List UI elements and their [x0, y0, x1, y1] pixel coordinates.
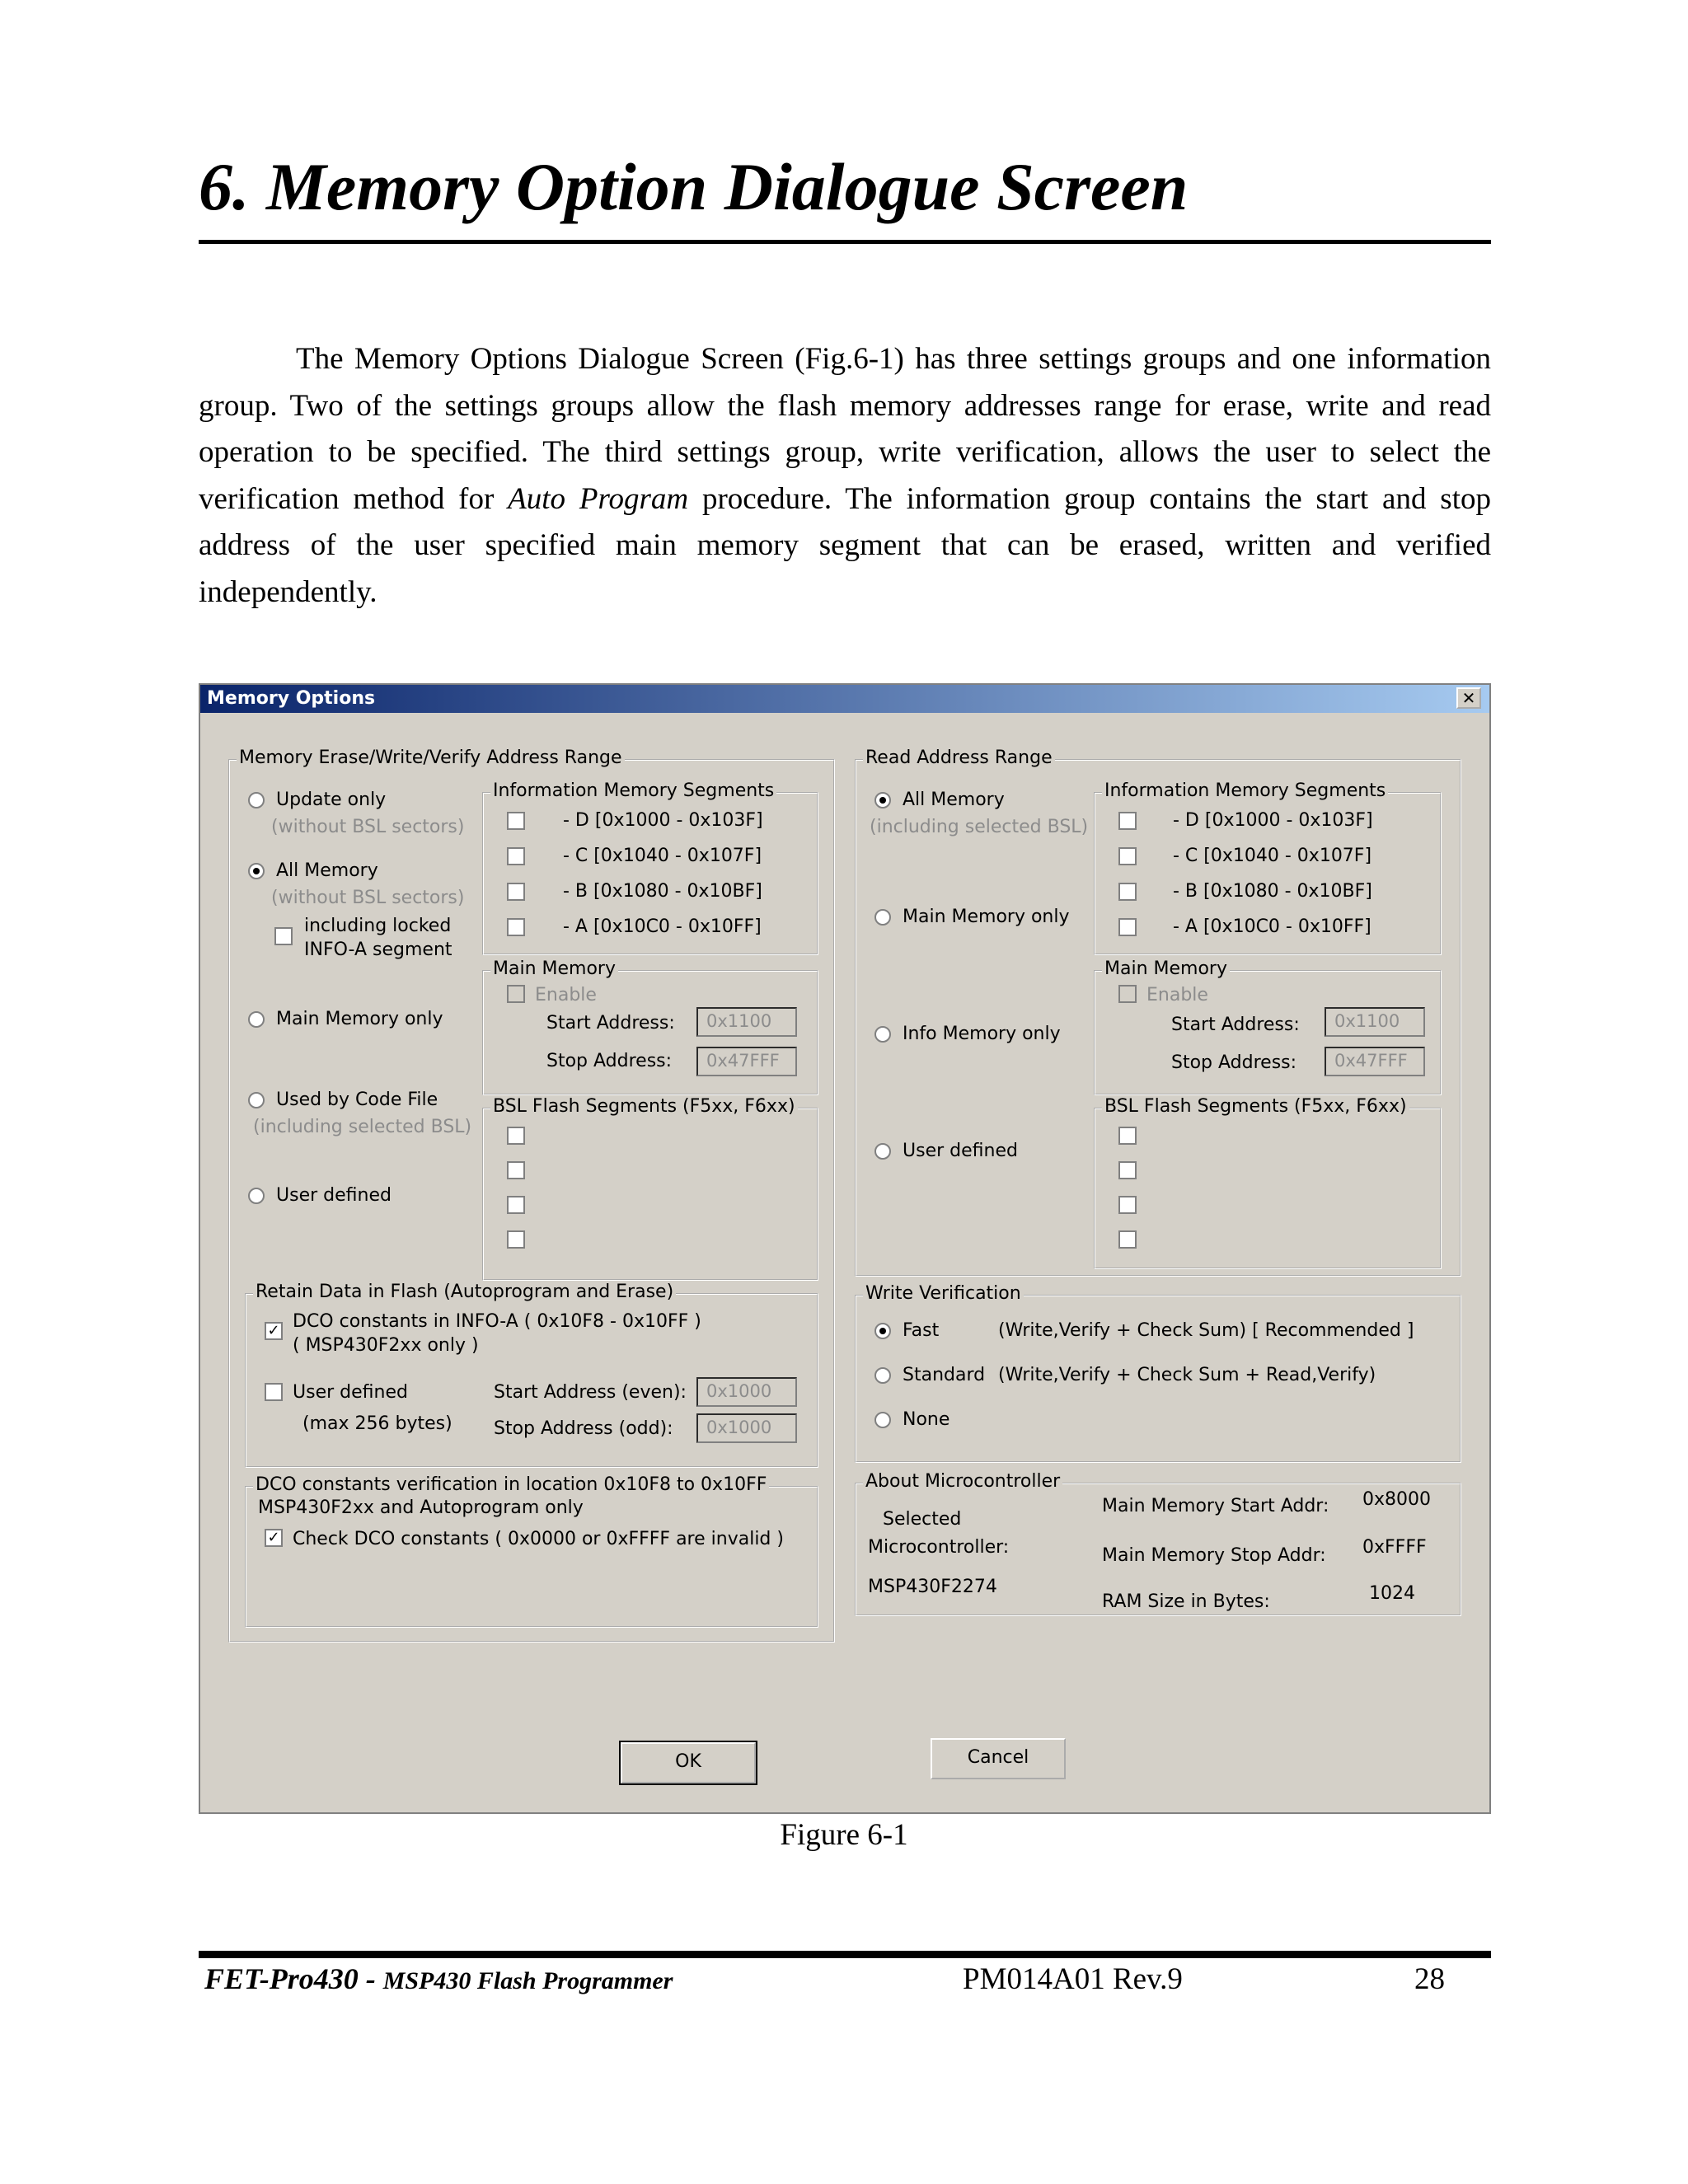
- erase-segment-a-checkbox[interactable]: [507, 918, 525, 936]
- radio-update-only[interactable]: [248, 792, 265, 808]
- desc-verify-standard: (Write,Verify + Check Sum + Read,Verify): [998, 1365, 1376, 1385]
- read-bsl-checkbox[interactable]: [1118, 1230, 1137, 1249]
- read-segment-b-label: - B [0x1080 - 0x10BF]: [1173, 881, 1372, 902]
- erase-segment-a-label: - A [0x10C0 - 0x10FF]: [563, 916, 762, 937]
- read-main-stop-label: Stop Address:: [1171, 1052, 1297, 1073]
- read-main-memory-group: Main Memory: [1094, 970, 1442, 1095]
- label-read-user-defined: User defined: [903, 1141, 1018, 1161]
- read-main-enable-checkbox[interactable]: [1118, 985, 1137, 1003]
- footer-subtitle: MSP430 Flash Programmer: [382, 1967, 673, 1994]
- dco-legend-line2: MSP430F2xx and Autoprogram only: [258, 1497, 584, 1518]
- footer-product: FET-Pro430 - MSP430 Flash Programmer: [204, 1962, 673, 1995]
- about-device-name: MSP430F2274: [868, 1577, 997, 1597]
- label-all-memory: All Memory: [276, 860, 378, 881]
- read-info-segments-group: Information Memory Segments: [1094, 792, 1442, 955]
- erase-bsl-segments-group: BSL Flash Segments (F5xx, F6xx): [482, 1108, 818, 1281]
- erase-segment-c-checkbox[interactable]: [507, 847, 525, 865]
- label-main-memory-only: Main Memory only: [276, 1009, 443, 1029]
- radio-verify-none[interactable]: [874, 1412, 891, 1428]
- memory-options-dialog: [199, 683, 1491, 1814]
- radio-verify-fast[interactable]: [874, 1323, 891, 1339]
- read-main-stop-field[interactable]: 0x47FFF: [1325, 1047, 1425, 1076]
- erase-info-segments-group: Information Memory Segments: [482, 792, 818, 955]
- read-segment-d-checkbox[interactable]: [1118, 812, 1137, 830]
- erase-main-enable-checkbox[interactable]: [507, 985, 525, 1003]
- label-locked-line2: INFO-A segment: [304, 940, 452, 960]
- check-dco-constants-label: Check DCO constants ( 0x0000 or 0xFFFF are invalid ): [293, 1529, 784, 1549]
- label-read-all-memory: All Memory: [903, 790, 1005, 810]
- read-segment-c-checkbox[interactable]: [1118, 847, 1137, 865]
- read-segment-a-checkbox[interactable]: [1118, 918, 1137, 936]
- read-bsl-checkbox[interactable]: [1118, 1196, 1137, 1214]
- read-main-enable-label: Enable: [1146, 985, 1208, 1005]
- retain-user-defined-checkbox[interactable]: [265, 1383, 283, 1401]
- read-bsl-segments-group: BSL Flash Segments (F5xx, F6xx): [1094, 1108, 1442, 1269]
- label-read-main-memory-only: Main Memory only: [903, 907, 1070, 927]
- label-read-info-memory-only: Info Memory only: [903, 1024, 1061, 1044]
- radio-all-memory[interactable]: [248, 863, 265, 879]
- about-microcontroller-group: About Microcontroller: [855, 1483, 1461, 1616]
- dco-verification-group: DCO constants verification in location 0x10F8 to 0x10FF: [245, 1486, 818, 1628]
- radio-read-main-memory-only[interactable]: [874, 909, 891, 926]
- read-segment-a-label: - A [0x10C0 - 0x10FF]: [1173, 916, 1372, 937]
- cancel-button[interactable]: Cancel: [931, 1738, 1066, 1779]
- erase-segment-d-label: - D [0x1000 - 0x103F]: [563, 810, 763, 831]
- erase-main-start-field[interactable]: 0x1100: [696, 1007, 797, 1037]
- retain-dco-line1: DCO constants in INFO-A ( 0x10F8 - 0x10FF ): [293, 1311, 701, 1332]
- read-address-range-group: Read Address Range: [855, 759, 1461, 1277]
- read-bsl-checkbox[interactable]: [1118, 1161, 1137, 1179]
- radio-read-all-memory[interactable]: [874, 792, 891, 808]
- note-used-by-code-file: (including selected BSL): [253, 1117, 472, 1137]
- footer-rule: [199, 1951, 1491, 1958]
- dialog-titlebar: [200, 685, 1489, 713]
- erase-segment-b-label: - B [0x1080 - 0x10BF]: [563, 881, 762, 902]
- erase-segment-b-checkbox[interactable]: [507, 883, 525, 901]
- note-all-memory: (without BSL sectors): [271, 888, 465, 908]
- intro-paragraph: The Memory Options Dialogue Screen (Fig.6-1) has three settings groups and one information group. Two of the settings groups allow the flash memory addresses range for erase, write and read operation to be specified. The third settings group, write verification, allows the user to select the verification method for Auto Program procedure. The information group contains the start and stop address of the user specified main memory segment that can be erased, written and verified independently.: [199, 342, 1491, 609]
- retain-dco-checkbox[interactable]: ✓: [265, 1322, 283, 1340]
- retain-max-bytes: (max 256 bytes): [302, 1413, 452, 1434]
- radio-verify-standard[interactable]: [874, 1367, 891, 1384]
- about-main-stop-value: 0xFFFF: [1362, 1537, 1427, 1558]
- ok-button[interactable]: OK: [621, 1742, 756, 1783]
- heading-rule: [199, 240, 1491, 244]
- read-main-start-label: Start Address:: [1171, 1015, 1300, 1035]
- erase-bsl-checkbox[interactable]: [507, 1230, 525, 1249]
- radio-read-info-memory-only[interactable]: [874, 1026, 891, 1043]
- retain-stop-field[interactable]: 0x1000: [696, 1413, 797, 1443]
- label-used-by-code-file: Used by Code File: [276, 1090, 438, 1110]
- erase-main-start-label: Start Address:: [546, 1013, 675, 1033]
- retain-start-field[interactable]: 0x1000: [696, 1377, 797, 1407]
- about-main-start-label: Main Memory Start Addr:: [1102, 1496, 1329, 1516]
- label-verify-none: None: [903, 1409, 950, 1430]
- checkbox-include-locked-info-a[interactable]: [274, 927, 293, 945]
- check-dco-constants-checkbox[interactable]: ✓: [265, 1529, 283, 1547]
- read-segment-c-label: - C [0x1040 - 0x107F]: [1173, 846, 1372, 866]
- note-update-only: (without BSL sectors): [271, 817, 465, 837]
- close-icon[interactable]: ✕: [1456, 687, 1481, 709]
- erase-bsl-checkbox[interactable]: [507, 1196, 525, 1214]
- page-number: 28: [1414, 1962, 1445, 1996]
- figure-caption: Figure 6-1: [780, 1818, 908, 1852]
- retain-start-label: Start Address (even):: [494, 1382, 687, 1403]
- retain-user-defined-label: User defined: [293, 1382, 408, 1403]
- note-read-all-memory: (including selected BSL): [870, 817, 1089, 837]
- about-microcontroller-label: Microcontroller:: [868, 1537, 1010, 1558]
- about-selected-label: Selected: [883, 1509, 962, 1530]
- retain-data-group: Retain Data in Flash (Autoprogram and Erase): [245, 1293, 818, 1468]
- about-main-start-value: 0x8000: [1362, 1489, 1432, 1510]
- read-segment-b-checkbox[interactable]: [1118, 883, 1137, 901]
- desc-verify-fast: (Write,Verify + Check Sum) [ Recommended ]: [998, 1320, 1414, 1341]
- erase-segment-c-label: - C [0x1040 - 0x107F]: [563, 846, 762, 866]
- erase-main-stop-field[interactable]: 0x47FFF: [696, 1047, 797, 1076]
- about-ram-value: 1024: [1369, 1583, 1415, 1604]
- label-verify-standard: Standard: [903, 1365, 986, 1385]
- label-verify-fast: Fast: [903, 1320, 940, 1341]
- label-update-only: Update only: [276, 790, 387, 810]
- radio-used-by-code-file[interactable]: [248, 1092, 265, 1108]
- label-locked-line1: including locked: [304, 916, 452, 936]
- dialog-title: Memory Options: [207, 688, 376, 709]
- radio-main-memory-only[interactable]: [248, 1011, 265, 1028]
- erase-bsl-checkbox[interactable]: [507, 1127, 525, 1145]
- read-main-start-field[interactable]: 0x1100: [1325, 1007, 1425, 1037]
- read-segment-d-label: - D [0x1000 - 0x103F]: [1173, 810, 1373, 831]
- write-verification-group: Write Verification: [855, 1295, 1461, 1463]
- erase-main-memory-group: Main Memory: [482, 970, 818, 1095]
- page-heading: 6. Memory Option Dialogue Screen: [199, 149, 1189, 224]
- retain-stop-label: Stop Address (odd):: [494, 1418, 673, 1439]
- footer-doc-id: PM014A01 Rev.9: [963, 1962, 1183, 1996]
- erase-main-stop-label: Stop Address:: [546, 1051, 673, 1071]
- about-ram-label: RAM Size in Bytes:: [1102, 1591, 1270, 1612]
- erase-address-range-group: Memory Erase/Write/Verify Address Range: [228, 759, 835, 1643]
- retain-dco-line2: ( MSP430F2xx only ): [293, 1335, 479, 1356]
- erase-segment-d-checkbox[interactable]: [507, 812, 525, 830]
- read-bsl-checkbox[interactable]: [1118, 1127, 1137, 1145]
- radio-read-user-defined[interactable]: [874, 1143, 891, 1160]
- erase-main-enable-label: Enable: [535, 985, 597, 1005]
- radio-erase-user-defined[interactable]: [248, 1188, 265, 1204]
- label-erase-user-defined: User defined: [276, 1185, 392, 1206]
- about-main-stop-label: Main Memory Stop Addr:: [1102, 1545, 1326, 1566]
- erase-bsl-checkbox[interactable]: [507, 1161, 525, 1179]
